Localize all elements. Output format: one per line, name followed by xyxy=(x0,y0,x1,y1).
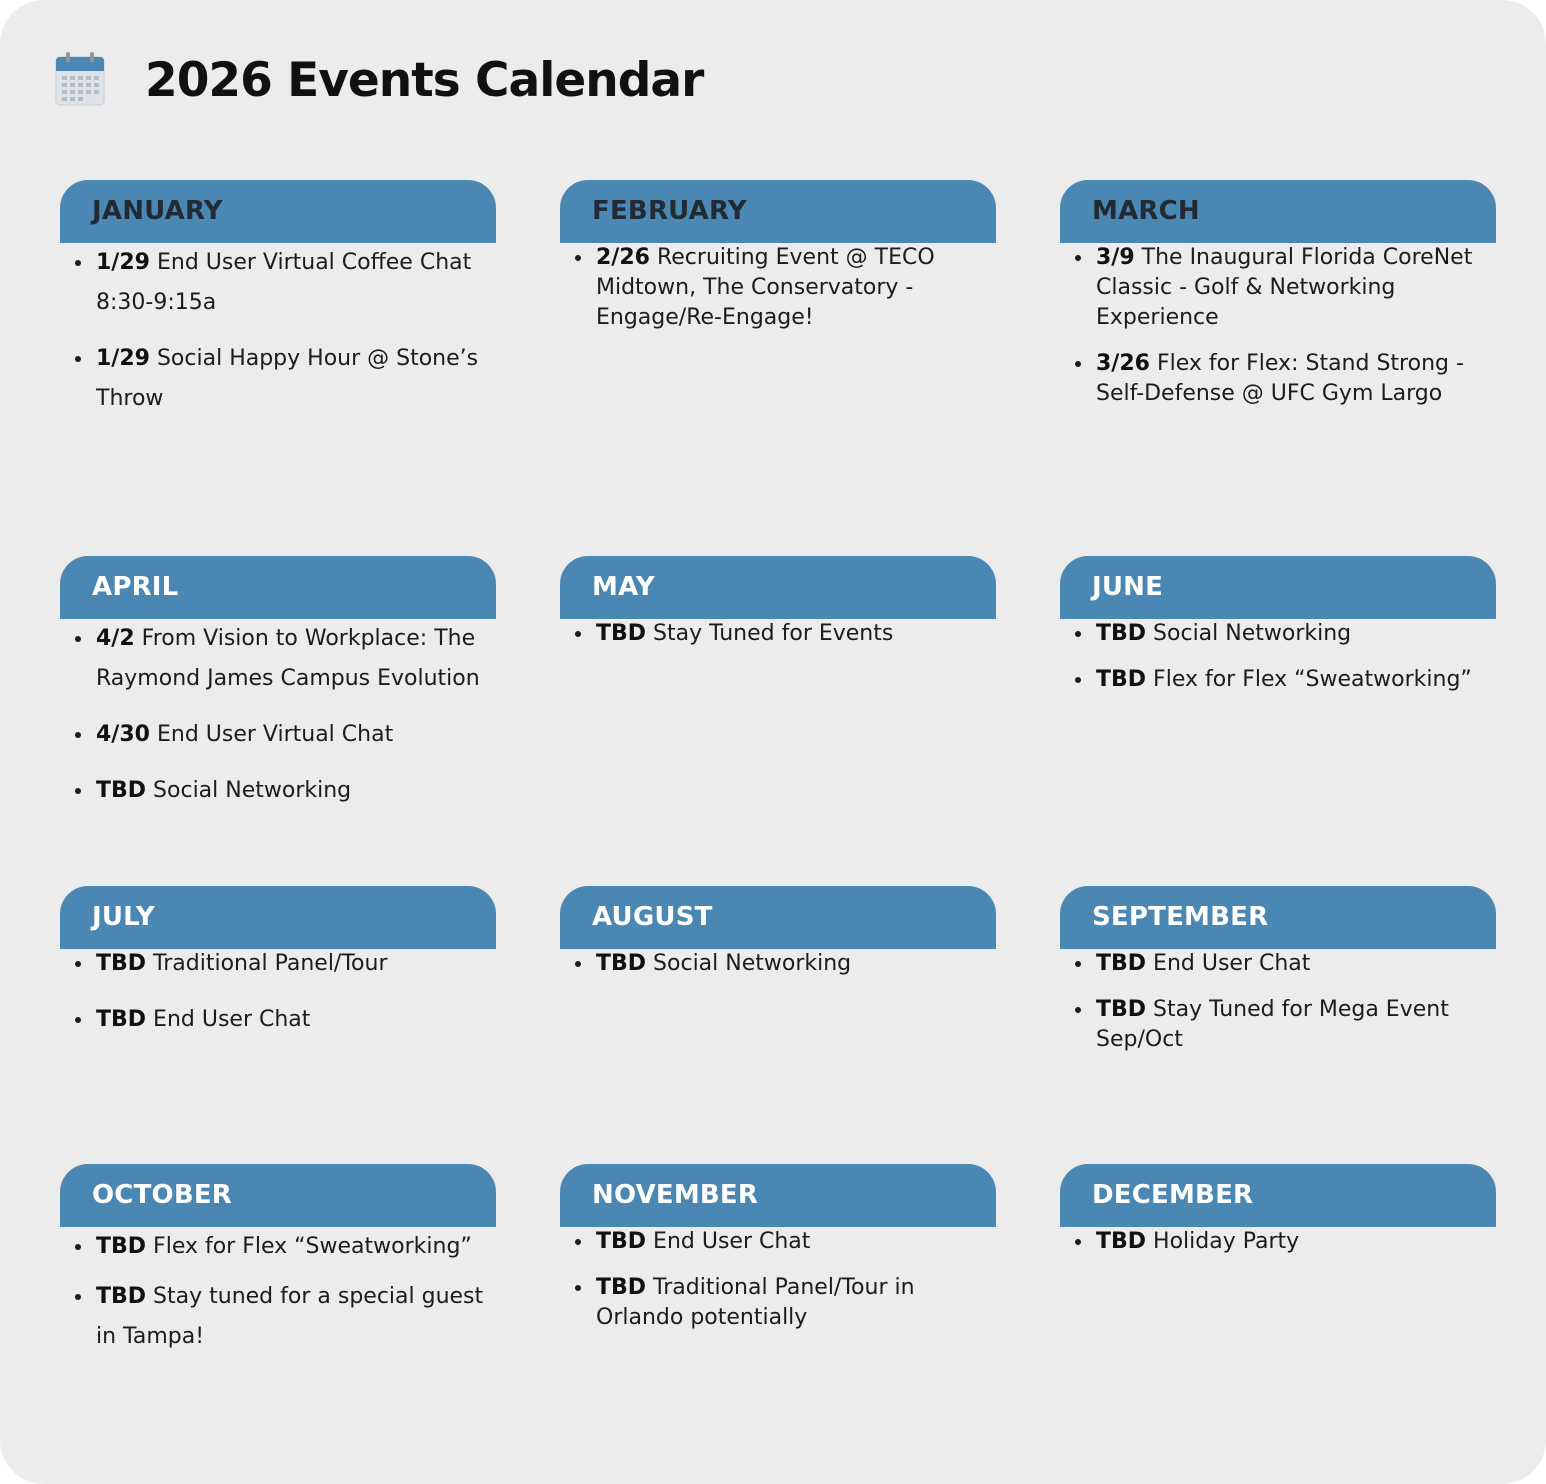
event-date: TBD xyxy=(96,1284,147,1309)
event-item xyxy=(1060,665,1496,695)
event-item xyxy=(1060,349,1496,409)
month-card-january xyxy=(60,180,496,435)
month-header: JULY xyxy=(60,886,496,949)
event-date: TBD xyxy=(96,778,147,803)
event-text: Recruiting Event @ TECO Midtown, The Conservatory - Engage/Re-Engage! xyxy=(596,245,935,330)
event-date: TBD xyxy=(596,1229,647,1254)
month-card-september xyxy=(1060,886,1496,1071)
event-list xyxy=(60,949,496,1035)
event-list xyxy=(1060,243,1496,409)
month-header: NOVEMBER xyxy=(560,1164,996,1227)
event-list xyxy=(60,243,496,419)
event-text: Social Happy Hour @ Stone’s Throw xyxy=(96,346,479,411)
event-date: TBD xyxy=(596,1275,647,1300)
event-text: End User Chat xyxy=(1153,951,1311,976)
event-date: 1/29 xyxy=(96,346,150,371)
event-date: 1/29 xyxy=(96,250,150,275)
event-item xyxy=(560,619,996,649)
month-card-november xyxy=(560,1164,996,1349)
event-text: Flex for Flex “Sweatworking” xyxy=(1153,667,1472,692)
event-item xyxy=(60,949,496,979)
event-text: Social Networking xyxy=(653,951,852,976)
event-item xyxy=(60,1005,496,1035)
event-list xyxy=(1060,1227,1496,1257)
event-item xyxy=(60,619,496,699)
event-date: TBD xyxy=(596,621,647,646)
event-date: TBD xyxy=(96,1234,147,1259)
event-text: Traditional Panel/Tour in Orlando potentially xyxy=(596,1275,915,1330)
event-list xyxy=(560,1227,996,1333)
event-text: Flex for Flex “Sweatworking” xyxy=(153,1234,472,1259)
event-date: TBD xyxy=(596,951,647,976)
event-item xyxy=(60,339,496,419)
calendar-icon xyxy=(55,51,105,107)
event-text: End User Chat xyxy=(153,1007,311,1032)
event-item xyxy=(60,771,496,811)
month-card-april xyxy=(60,556,496,827)
month-header: DECEMBER xyxy=(1060,1164,1496,1227)
event-text: Stay tuned for a special guest in Tampa! xyxy=(96,1284,484,1349)
event-item xyxy=(560,243,996,333)
month-header: JUNE xyxy=(1060,556,1496,619)
event-date: TBD xyxy=(1096,951,1147,976)
month-header: FEBRUARY xyxy=(560,180,996,243)
event-item xyxy=(60,715,496,755)
month-header: JANUARY xyxy=(60,180,496,243)
month-header: SEPTEMBER xyxy=(1060,886,1496,949)
event-text: End User Chat xyxy=(653,1229,811,1254)
event-item xyxy=(1060,619,1496,649)
event-text: Social Networking xyxy=(153,778,352,803)
month-header: MAY xyxy=(560,556,996,619)
event-item xyxy=(1060,995,1496,1055)
event-date: TBD xyxy=(96,1007,147,1032)
event-text: Traditional Panel/Tour xyxy=(153,951,388,976)
month-card-december xyxy=(1060,1164,1496,1273)
event-date: 2/26 xyxy=(596,245,650,270)
event-date: 4/2 xyxy=(96,626,135,651)
event-text: Flex for Flex: Stand Strong - Self-Defense @ UFC Gym Largo xyxy=(1096,351,1464,406)
event-text: Stay Tuned for Events xyxy=(653,621,894,646)
event-date: TBD xyxy=(1096,997,1147,1022)
page-title: 2026 Events Calendar xyxy=(145,53,704,108)
event-list xyxy=(60,619,496,811)
event-item xyxy=(60,1277,496,1357)
month-header: OCTOBER xyxy=(60,1164,496,1227)
event-text: Holiday Party xyxy=(1153,1229,1300,1254)
event-date: 4/30 xyxy=(96,722,150,747)
event-list xyxy=(1060,949,1496,1055)
event-text: End User Virtual Chat xyxy=(156,722,394,747)
event-list xyxy=(1060,619,1496,695)
event-text: The Inaugural Florida CoreNet Classic - Golf & Networking Experience xyxy=(1096,245,1473,330)
event-list xyxy=(60,1227,496,1357)
event-item xyxy=(1060,949,1496,979)
event-item xyxy=(560,1227,996,1257)
month-card-october xyxy=(60,1164,496,1373)
event-list xyxy=(560,619,996,649)
month-card-august xyxy=(560,886,996,995)
event-list xyxy=(560,243,996,333)
month-card-may xyxy=(560,556,996,665)
event-item xyxy=(60,243,496,323)
event-item xyxy=(560,1273,996,1333)
month-header: AUGUST xyxy=(560,886,996,949)
event-date: TBD xyxy=(96,951,147,976)
event-text: Stay Tuned for Mega Event Sep/Oct xyxy=(1096,997,1449,1052)
event-item xyxy=(60,1227,496,1267)
month-card-february xyxy=(560,180,996,349)
event-date: TBD xyxy=(1096,1229,1147,1254)
event-list xyxy=(560,949,996,979)
month-card-june xyxy=(1060,556,1496,711)
month-header: MARCH xyxy=(1060,180,1496,243)
month-card-july xyxy=(60,886,496,1051)
month-header: APRIL xyxy=(60,556,496,619)
month-card-march xyxy=(1060,180,1496,425)
event-item xyxy=(1060,1227,1496,1257)
event-item xyxy=(1060,243,1496,333)
event-date: TBD xyxy=(1096,667,1147,692)
event-date: TBD xyxy=(1096,621,1147,646)
event-item xyxy=(560,949,996,979)
event-text: From Vision to Workplace: The Raymond James Campus Evolution xyxy=(96,626,480,691)
event-text: Social Networking xyxy=(1153,621,1352,646)
event-text: End User Virtual Coffee Chat 8:30-9:15a xyxy=(96,250,472,315)
event-date: 3/26 xyxy=(1096,351,1150,376)
event-date: 3/9 xyxy=(1096,245,1135,270)
